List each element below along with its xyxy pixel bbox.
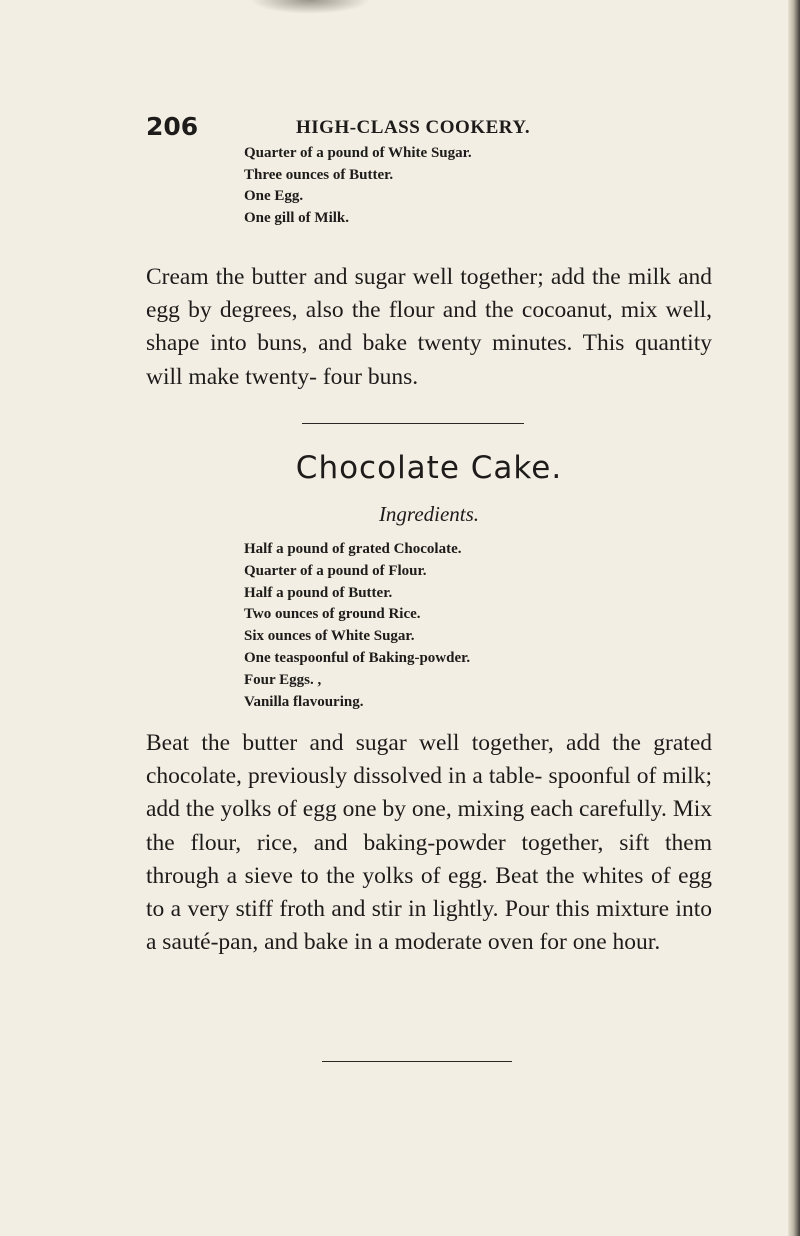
method-line: one, mixing each carefully. Mix the flour, rice, [146,796,712,856]
ingredient-line: Two ounces of ground Rice. [244,606,421,623]
method-line: the cocoanut, mix well, shape into buns, and bake [146,297,712,357]
ingredient-line: Vanilla flavouring. [244,693,364,710]
page-header [146,112,706,146]
method-line: Beat the butter and sugar well together, add the [146,730,641,756]
method-line: oven for one hour. [487,929,661,956]
previous-recipe-ingredients [244,143,472,229]
page-number: 206 [146,112,199,141]
recipe-method [146,727,712,959]
end-divider [322,1061,512,1062]
ingredients-heading: Ingredients. [378,502,480,526]
method-line: sieve to the yolks of egg. Beat the whites of egg [244,862,713,889]
ingredient-line: Four Eggs. , [244,671,322,688]
ingredient-line: One Egg. [244,188,304,204]
previous-recipe-method [146,261,712,394]
method-line: four buns. [322,363,419,390]
method-line: Cream the butter and sugar well together; add [146,264,585,290]
ingredients-list [244,539,470,713]
ingredient-line: Half a pound of grated Chocolate. [244,541,462,557]
recipe-title: Chocolate Cake. [295,450,563,486]
ingredient-line: Six ounces of White Sugar. [244,628,415,645]
ingredient-line: One teaspoonful of Baking-powder. [244,649,471,666]
method-line: and baking-powder together, sift them through a [146,829,712,889]
ingredient-line: Quarter of a pound of Flour. [244,562,427,579]
method-line: spoonful of milk; add the yolks of egg one by [146,763,712,823]
ingredient-line: Three ounces of Butter. [244,166,394,183]
method-line: to a very stiff froth and stir in lightly. Pour this [146,896,590,923]
page-edge [788,0,800,1236]
method-line: mixture into a sauté-pan, and bake in a moderate [146,896,712,956]
method-line: grated chocolate, previously dissolved in a table- [146,730,713,790]
running-head: HIGH-CLASS COOKERY. [296,117,531,138]
ingredient-line: One gill of Milk. [244,209,349,226]
binding-shadow [250,0,370,14]
ingredient-line: Half a pound of Butter. [244,584,393,601]
ingredient-line: Quarter of a pound of White Sugar. [244,145,472,161]
method-line: the milk and egg by degrees, also the flour and [146,264,712,324]
section-divider [302,423,524,424]
method-line: twenty minutes. This quantity will make twenty- [146,330,712,390]
